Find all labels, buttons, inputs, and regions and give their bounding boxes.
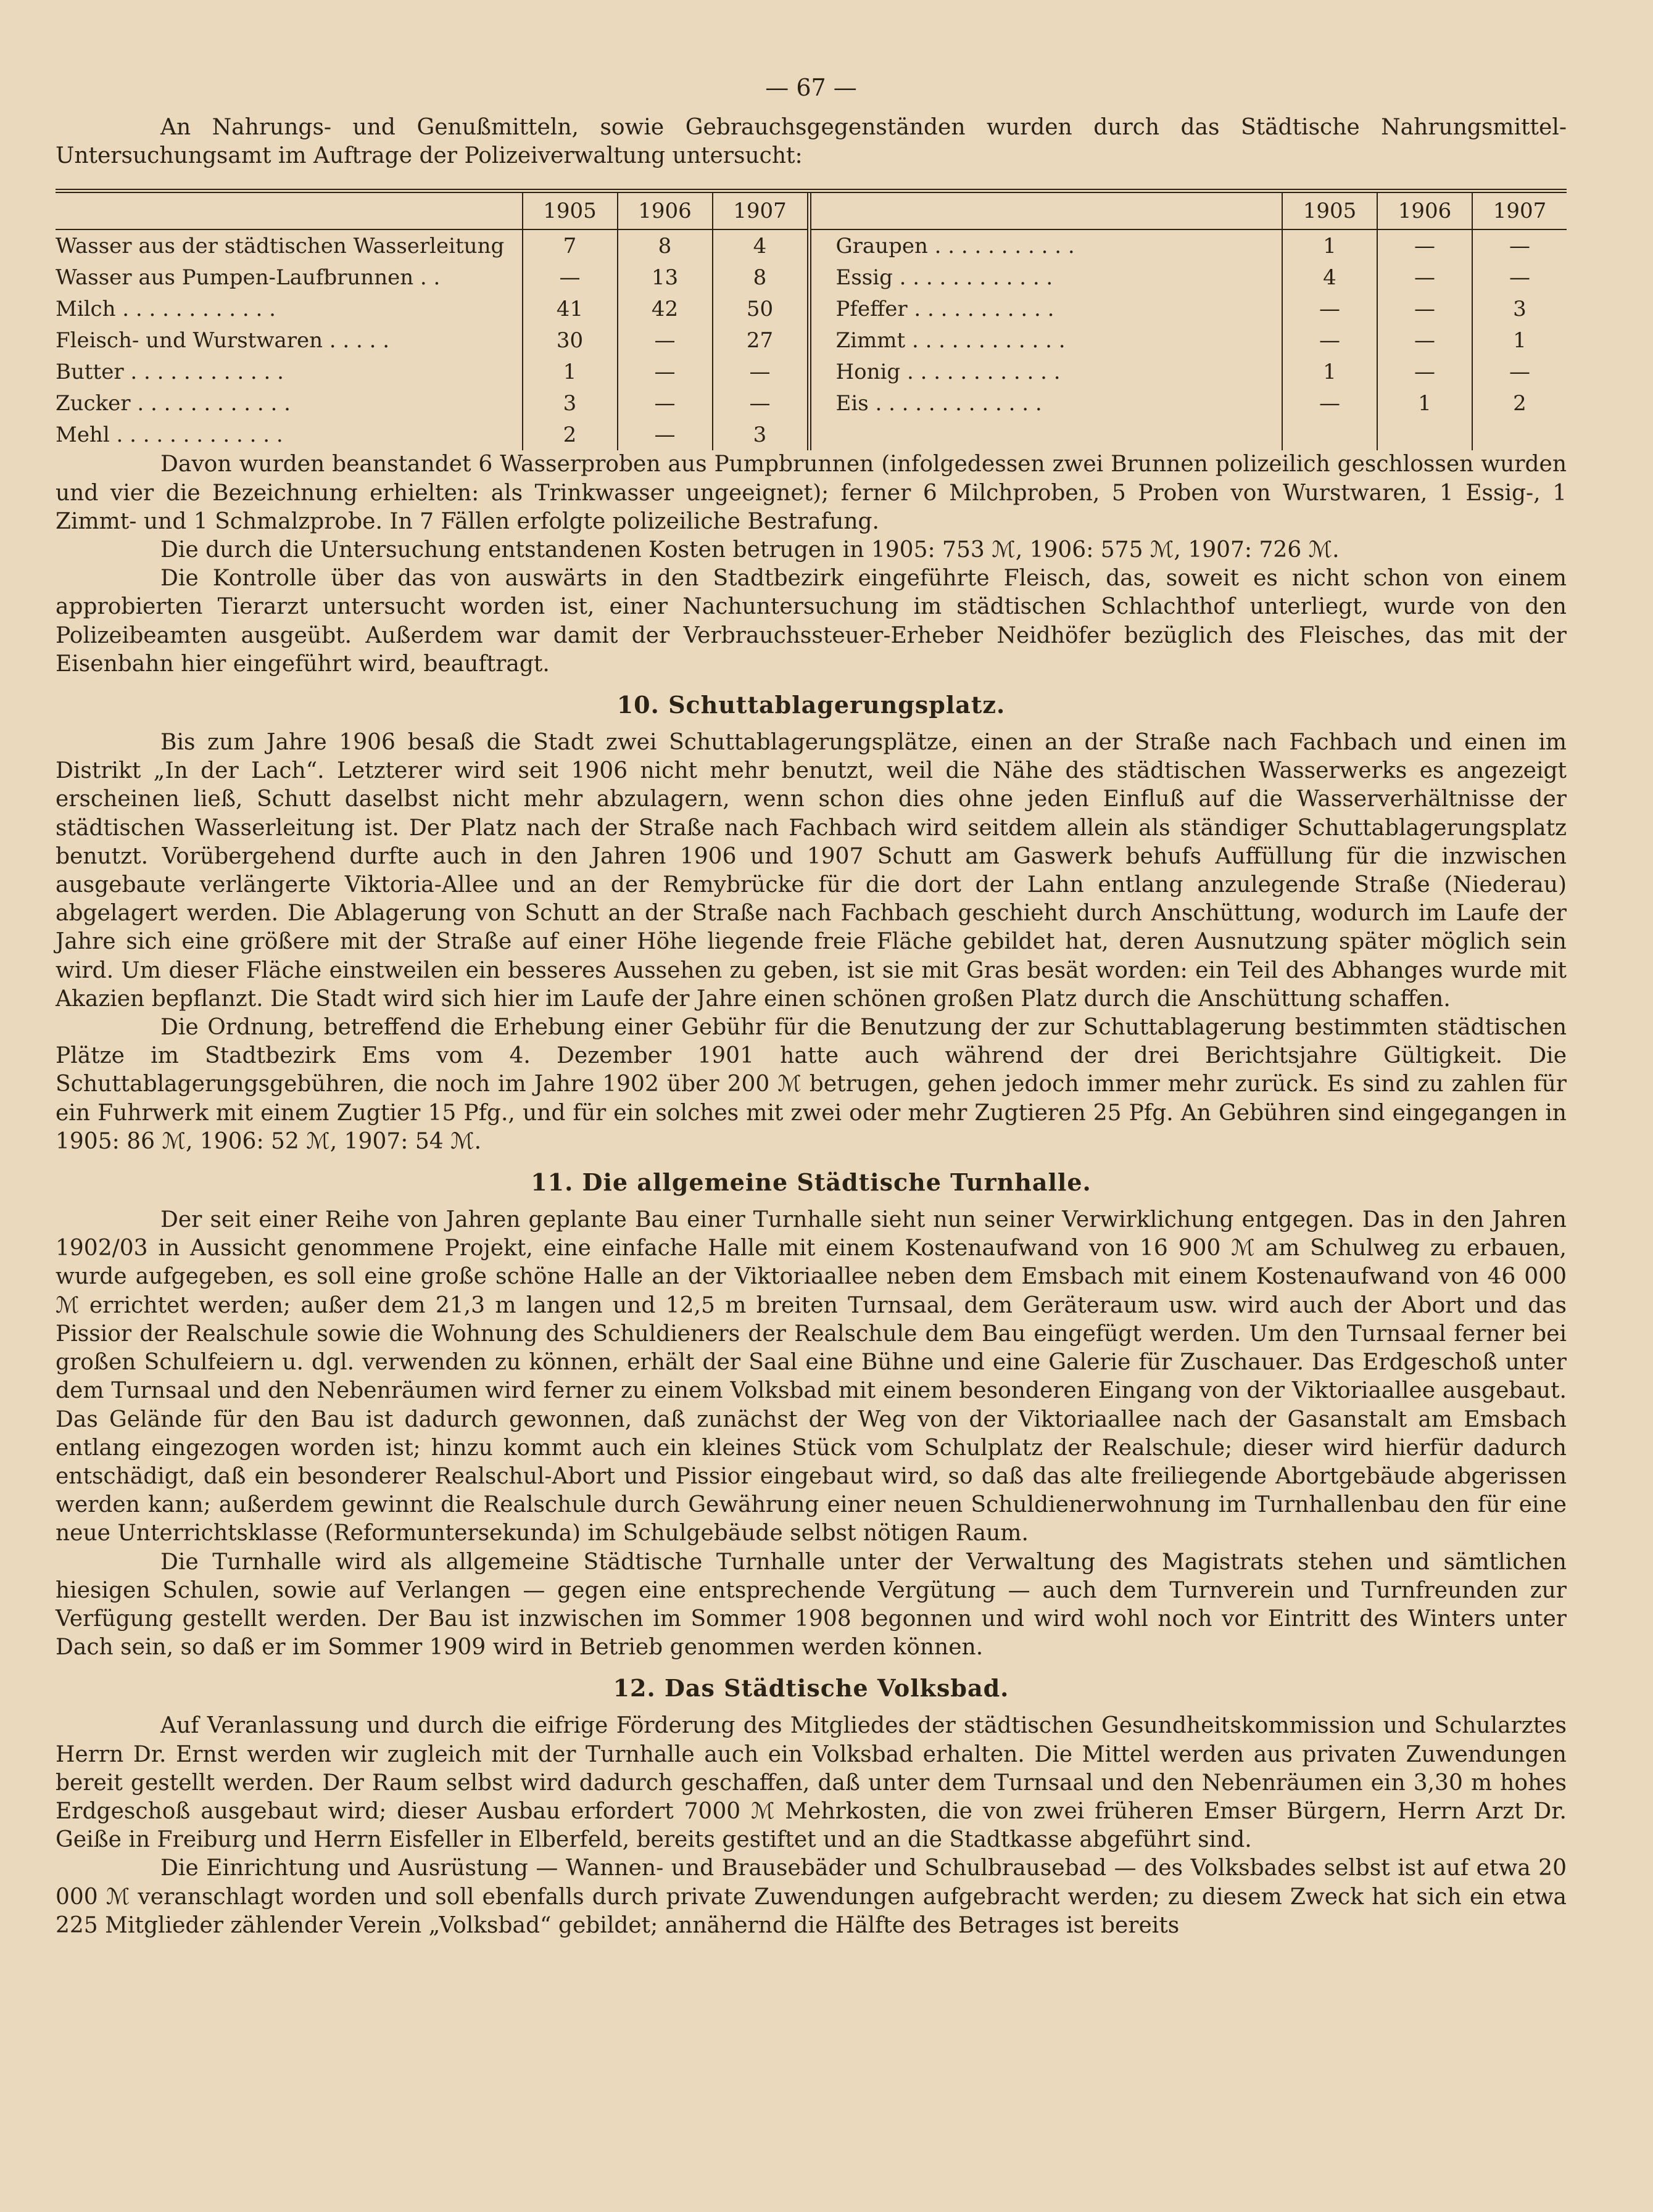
cell-value: — (618, 387, 713, 419)
body-paragraph: Der seit einer Reihe von Jahren geplante Bau einer Turnhalle sieht nun seiner Verwirklichung entgegen. Das in den Jahren 1902/03 in Aussicht genommene Projekt, eine einfache Halle mit einem Kostenaufwand von 16 900 ℳ am Schulweg zu erbauen, wurde aufgegeben, es soll eine große schöne Halle an der Viktoriaallee neben dem Emsbach mit einem Kostenaufwand von 46 000 ℳ errichtet werden; außer dem 21,3 m langen und 12,5 m breiten Turnsaal, dem Geräteraum usw. wird auch der Abort und das Pissior der Realschule sowie die Wohnung des Schuldieners der Realschule dem Bau eingefügt werden. Um den Turnsaal ferner bei großen Schulfeiern u. dgl. verwenden zu können, erhält der Saal eine Bühne und eine Galerie für Zuschauer. Das Erdgeschoß unter dem Turnsaal und den Nebenräumen wird ferner zu einem Volksbad mit einem besonderen Eingang von der Viktoriaallee ausgebaut. Das Gelände für den Bau ist dadurch gewonnen, daß zunächst der Weg von der Viktoriaallee nach der Gasanstalt am Emsbach entlang eingezogen worden ist; hinzu kommt auch ein kleines Stück vom Schulplatz der Realschule; dieser wird hierfür dadurch entschädigt, daß ein besonderer Realschul-Abort und Pissior eingebaut wird, so daß das alte freiliegende Abortgebäude abgerissen werden kann; außerdem gewinnt die Realschule durch Gewährung einer neuen Schuldienerwohnung im Turnhallenbau den für eine neue Unterrichtsklasse (Reformuntersekunda) im Schulgebäude selbst nötigen Raum. (56, 1207, 1567, 1546)
row-label: Wasser aus der städtischen Wasserleitung (56, 233, 505, 258)
cell-value (1377, 419, 1472, 450)
cell-value: 8 (618, 229, 713, 262)
row-label: Zimmt . . . . . . . . . . . . (835, 328, 1066, 353)
row-label: Butter . . . . . . . . . . . . (56, 359, 284, 384)
cell-value: — (1377, 262, 1472, 293)
row-label: Fleisch- und Wurstwaren . . . . . (56, 328, 390, 353)
table-row (56, 229, 809, 262)
cell-value: — (713, 387, 810, 419)
cell-value: — (618, 356, 713, 387)
row-label: Honig . . . . . . . . . . . . (835, 359, 1061, 384)
year-header: 1906 (1377, 193, 1472, 229)
cell-value: 1 (1377, 387, 1472, 419)
cell-value: 7 (523, 229, 618, 262)
cell-value: 2 (523, 419, 618, 450)
cell-value (1282, 419, 1377, 450)
cell-value: 4 (713, 229, 810, 262)
table-row (811, 293, 1567, 324)
table-header-blank (811, 193, 1283, 229)
row-label: Mehl . . . . . . . . . . . . . (56, 422, 283, 447)
cell-value: — (1282, 293, 1377, 324)
table-row (56, 262, 809, 293)
section-heading: 10. Schuttablagerungsplatz. (616, 691, 1006, 719)
cell-value: — (1377, 229, 1472, 262)
year-header: 1905 (523, 193, 618, 229)
cell-value: — (1377, 356, 1472, 387)
table-row (56, 419, 809, 450)
row-label: Pfeffer . . . . . . . . . . . (835, 296, 1054, 321)
row-label (811, 419, 1283, 450)
year-header: 1907 (713, 193, 810, 229)
body-paragraph: Die Kontrolle über das von auswärts in den Stadtbezirk eingeführte Fleisch, das, soweit es nicht schon von einem approbierten Tierarzt untersucht worden ist, einer Nachuntersuchung im städtischen Schlachthof unterliegt, wurde von den Polizeibeamten ausgeübt. Außerdem war damit der Verbrauchssteuer-Erheber Neidhöfer bezüglich des Fleisches, das mit der Eisenbahn hier eingeführt wird, beauftragt. (56, 566, 1567, 677)
intro-paragraph: An Nahrungs- und Genußmitteln, sowie Gebrauchsgegenständen wurden durch das Städtische Nahrungsmittel-Untersuchungsamt im Auftrage der Polizeiverwaltung untersucht: (56, 115, 1567, 169)
table-row (811, 356, 1567, 387)
row-label: Essig . . . . . . . . . . . . (835, 265, 1053, 290)
cell-value: — (618, 419, 713, 450)
examination-table (56, 189, 1567, 450)
cell-value: 3 (713, 419, 810, 450)
cell-value: — (713, 356, 810, 387)
cell-value: — (1472, 229, 1567, 262)
table-row (56, 387, 809, 419)
table-row (811, 387, 1567, 419)
cell-value: — (1472, 356, 1567, 387)
body-paragraph: Bis zum Jahre 1906 besaß die Stadt zwei Schuttablagerungsplätze, einen an der Straße nach Fachbach und einen im Distrikt „In der Lach“. Letzterer wird seit 1906 nicht mehr benutzt, weil die Nähe des städtischen Wasserwerks es angezeigt erscheinen ließ, Schutt daselbst nicht mehr abzulagern, wenn schon dies ohne jeden Einfluß auf die Wasserverhältnisse der städtischen Wasserleitung ist. Der Platz nach der Straße nach Fachbach wird seitdem allein als ständiger Schuttablagerungsplatz benutzt. Vorübergehend durfte auch in den Jahren 1906 und 1907 Schutt am Gaswerk behufs Auffüllung für die inzwischen ausgebaute verlängerte Viktoria-Allee und an der Remybrücke für die dort der Lahn entlang anzulegende Straße (Niederau) abgelagert werden. Die Ablagerung von Schutt an der Straße nach Fachbach geschieht durch Anschüttung, wodurch im Laufe der Jahre sich eine größere mit der Straße auf einer Höhe liegende freie Fläche gebildet hat, deren Ausnutzung später möglich sein wird. Um dieser Fläche einstweilen ein besseres Aussehen zu geben, ist sie mit Gras besät worden: ein Teil des Abhanges wurde mit Akazien bepflanzt. Die Stadt wird sich hier im Laufe der Jahre einen schönen großen Platz durch die Anschüttung schaffen. (56, 730, 1567, 1012)
cell-value: — (1472, 262, 1567, 293)
body-paragraph: Die durch die Untersuchung entstandenen Kosten betrugen in 1905: 753 ℳ, 1906: 575 ℳ, 1907: 726 ℳ. (160, 537, 1340, 563)
cell-value: 1 (523, 356, 618, 387)
row-label: Graupen . . . . . . . . . . . (835, 233, 1075, 258)
row-label: Wasser aus Pumpen-Laufbrunnen . . (56, 265, 441, 290)
cell-value: 4 (1282, 262, 1377, 293)
cell-value: 3 (523, 387, 618, 419)
cell-value: 1 (1282, 229, 1377, 262)
table-left (56, 193, 811, 450)
table-right (811, 193, 1567, 450)
cell-value: 1 (1282, 356, 1377, 387)
cell-value: 50 (713, 293, 810, 324)
row-label: Zucker . . . . . . . . . . . . (56, 390, 291, 416)
row-label: Milch . . . . . . . . . . . . (56, 296, 276, 321)
cell-value: — (1377, 324, 1472, 356)
section-heading: 11. Die allgemeine Städtische Turnhalle. (531, 1168, 1092, 1197)
cell-value: 27 (713, 324, 810, 356)
page-number: — 67 — (765, 74, 857, 101)
cell-value: — (1377, 293, 1472, 324)
cell-value: 41 (523, 293, 618, 324)
cell-value: — (618, 324, 713, 356)
cell-value: 3 (1472, 293, 1567, 324)
cell-value: 1 (1472, 324, 1567, 356)
year-header: 1907 (1472, 193, 1567, 229)
row-label: Eis . . . . . . . . . . . . . (835, 390, 1042, 416)
cell-value: — (1282, 387, 1377, 419)
year-header: 1905 (1282, 193, 1377, 229)
table-row (56, 324, 809, 356)
cell-value: 2 (1472, 387, 1567, 419)
cell-value: 13 (618, 262, 713, 293)
body-paragraph: Die Einrichtung und Ausrüstung — Wannen- und Brausebäder und Schulbrausebad — des Volksbades selbst ist auf etwa 20 000 ℳ veranschlagt worden und soll ebenfalls durch private Zuwendungen aufgebracht werden; zu diesem Zweck hat sich ein etwa 225 Mitglieder zählender Verein „Volksbad“ gebildet; annähernd die Hälfte des Betrages ist bereits (56, 1855, 1567, 1938)
body-paragraph: Davon wurden beanstandet 6 Wasserproben aus Pumpbrunnen (infolgedessen zwei Brunnen polizeilich geschlossen wurden und vier die Bezeichnung erhielten: als Trinkwasser ungeeignet); ferner 6 Milchproben, 5 Proben von Wurstwaren, 1 Essig-, 1 Zimmt- und 1 Schmalzprobe. In 7 Fällen erfolgte polizeiliche Bestrafung. (56, 452, 1567, 534)
table-row (811, 229, 1567, 262)
cell-value (1472, 419, 1567, 450)
table-header-blank (56, 193, 523, 229)
cell-value: 30 (523, 324, 618, 356)
year-header: 1906 (618, 193, 713, 229)
table-row (56, 293, 809, 324)
body-paragraph: Die Ordnung, betreffend die Erhebung einer Gebühr für die Benutzung der zur Schuttablagerung bestimmten städtischen Plätze im Stadtbezirk Ems vom 4. Dezember 1901 hatte auch während der drei Berichtsjahre Gültigkeit. Die Schuttablagerungsgebühren, die noch im Jahre 1902 über 200 ℳ betrugen, gehen jedoch immer mehr zurück. Es sind zu zahlen für ein Fuhrwerk mit einem Zugtier 15 Pfg., und für ein solches mit zwei oder mehr Zugtieren 25 Pfg. An Gebühren sind eingegangen in 1905: 86 ℳ, 1906: 52 ℳ, 1907: 54 ℳ. (56, 1015, 1567, 1154)
section-heading: 12. Das Städtische Volksbad. (613, 1674, 1009, 1702)
cell-value: — (1282, 324, 1377, 356)
table-row (811, 324, 1567, 356)
table-row (811, 262, 1567, 293)
body-paragraph: Auf Veranlassung und durch die eifrige Förderung des Mitgliedes der städtischen Gesundheitskommission und Schularztes Herrn Dr. Ernst werden wir zugleich mit der Turnhalle auch ein Volksbad erhalten. Die Mittel werden aus privaten Zuwendungen bereit gestellt werden. Der Raum selbst wird dadurch geschaffen, daß unter dem Turnsaal und den Nebenräumen ein 3,30 m hohes Erdgeschoß ausgebaut wird; dieser Ausbau erfordert 7000 ℳ Mehrkosten, die von zwei früheren Emser Bürgern, Herrn Arzt Dr. Geiße in Freiburg und Herrn Eisfeller in Elberfeld, bereits gestiftet und an die Stadtkasse abgeführt sind. (56, 1713, 1567, 1853)
body-paragraph: Die Turnhalle wird als allgemeine Städtische Turnhalle unter der Verwaltung des Magistrats stehen und sämtlichen hiesigen Schulen, sowie auf Verlangen — gegen eine entsprechende Vergütung — auch dem Turnverein und Turnfreunden zur Verfügung gestellt werden. Der Bau ist inzwischen im Sommer 1908 begonnen und wird wohl noch vor Eintritt des Winters unter Dach sein, so daß er im Sommer 1909 wird in Betrieb genommen werden können. (56, 1549, 1567, 1661)
cell-value: 8 (713, 262, 810, 293)
table-row (56, 356, 809, 387)
cell-value: — (523, 262, 618, 293)
cell-value: 42 (618, 293, 713, 324)
table-row (811, 419, 1567, 450)
